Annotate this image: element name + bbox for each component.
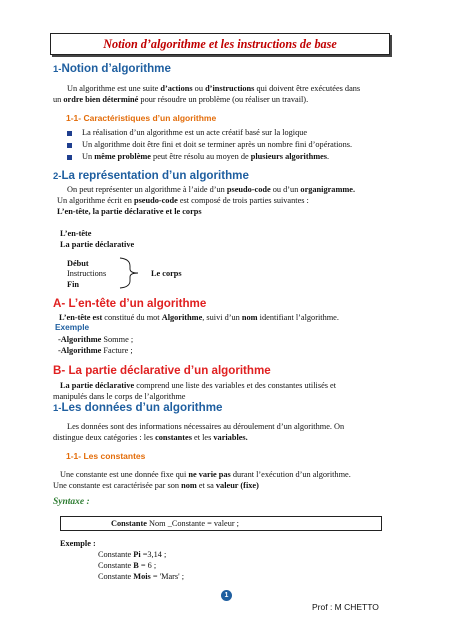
paragraph-parts: L’en-tête, la partie déclarative et le corps	[57, 207, 202, 216]
text: durant l’exécution d’un algorithme.	[230, 470, 351, 479]
bullet-icon	[67, 131, 72, 136]
text: .	[327, 152, 330, 161]
text-bold: Algorithme	[161, 313, 203, 322]
text-bold: d’instructions	[205, 84, 255, 93]
text-bold: -Algorithme	[58, 346, 102, 355]
text: Un algorithme écrit en	[57, 196, 134, 205]
section-heading-donnees	[53, 401, 223, 414]
text: et sa	[196, 481, 216, 490]
label-fin: Fin	[67, 280, 79, 289]
paragraph	[53, 480, 259, 492]
text: Un	[82, 152, 95, 161]
text-bold: pseudo-code	[226, 185, 271, 194]
text: et les	[191, 433, 214, 442]
label-corps: Le corps	[151, 269, 182, 278]
text-bold: nom	[241, 313, 258, 322]
text: =3,14 ;	[140, 550, 167, 559]
text-bold: nom	[181, 481, 197, 490]
text: Un algorithme est une suite	[67, 84, 161, 93]
text-bold: ne varie pas	[188, 470, 231, 479]
text-bold: B	[133, 561, 139, 570]
example-line	[98, 560, 156, 572]
example-line	[98, 549, 166, 561]
section-heading-text: Les données d’un algorithme	[61, 401, 223, 414]
text: = 'Mars' ;	[150, 572, 185, 581]
example-label: Exemple	[55, 322, 90, 332]
section-number: 1-	[53, 64, 62, 75]
text: Constante	[98, 550, 134, 559]
text-bold: d’actions	[160, 84, 193, 93]
text-bold: Constante	[111, 519, 147, 528]
text-bold: constantes	[155, 433, 192, 442]
text-bold: L’en-tête est	[59, 313, 103, 322]
text-bold: ordre bien déterminé	[63, 95, 139, 104]
text-bold: La partie déclarative	[60, 381, 135, 390]
text: pour résoudre un problème (ou réaliser un travail).	[138, 95, 309, 104]
text: peut être résolu au moyen de	[150, 152, 251, 161]
list-item: La réalisation d’un algorithme est un acte créatif basé sur la logique	[82, 128, 308, 137]
label-instructions: Instructions	[67, 269, 107, 278]
text: = 6 ;	[138, 561, 157, 570]
section-heading-entete: A- L’en-tête d’un algorithme	[53, 297, 207, 310]
list-item: Un algorithme doit être fini et doit se terminer après un nombre fini d’opérations.	[82, 140, 353, 149]
document-title	[50, 33, 390, 55]
page-number: 1	[224, 592, 229, 599]
paragraph	[57, 195, 309, 207]
bullet-icon	[67, 155, 72, 160]
label-declarative: La partie déclarative	[60, 240, 135, 249]
text: identifiant l’algorithme.	[257, 313, 339, 322]
text: un	[53, 95, 64, 104]
text: ou d’un	[270, 185, 301, 194]
text: Facture ;	[101, 346, 133, 355]
section-heading-notion	[53, 62, 171, 75]
text: Constante	[98, 561, 134, 570]
paragraph	[67, 83, 360, 95]
section-heading-declarative: B- La partie déclarative d’un algorithme	[53, 364, 271, 377]
paragraph	[67, 184, 355, 196]
paragraph	[60, 380, 336, 392]
section-heading-text: La représentation d’un algorithme	[61, 169, 249, 182]
text: constitué du mot	[102, 313, 162, 322]
text-bold: pseudo-code	[133, 196, 178, 205]
text-bold: -Algorithme	[58, 335, 102, 344]
text: Somme ;	[101, 335, 134, 344]
text: Constante	[98, 572, 134, 581]
text-bold: même problème	[94, 152, 151, 161]
text-bold: variables.	[213, 433, 248, 442]
text-bold: Mois	[133, 572, 151, 581]
text-bold: plusieurs algorithmes	[250, 152, 328, 161]
subsection-heading: 1-1- Les constantes	[66, 451, 146, 461]
footer-author: Prof : M CHETTO	[312, 602, 379, 612]
section-heading-representation	[53, 169, 249, 182]
paragraph	[53, 432, 248, 444]
paragraph: Les données sont des informations nécessaires au déroulement d’un algorithme. On	[67, 422, 345, 431]
text: ou	[192, 84, 206, 93]
text: , suivi d’un	[202, 313, 242, 322]
bullet-icon	[67, 143, 72, 148]
text: distingue deux catégories : les	[53, 433, 156, 442]
label-debut: Début	[67, 259, 89, 268]
title-text: Notion d’algorithme et les instructions de base	[103, 36, 337, 51]
section-number: 1-	[53, 403, 62, 414]
text-bold: Pi	[133, 550, 141, 559]
label-entete: L’en-tête	[60, 229, 92, 238]
text: Une constante est caractérisée par son	[53, 481, 182, 490]
text: On peut représenter un algorithme à l’aide d’un	[67, 185, 227, 194]
section-heading-text: Notion d’algorithme	[61, 62, 171, 75]
text: Une constante est une donnée fixe qui	[60, 470, 189, 479]
section-number: 2-	[53, 171, 62, 182]
paragraph	[59, 312, 339, 324]
text: Nom _Constante = valeur ;	[146, 519, 239, 528]
text-bold: valeur (fixe)	[215, 481, 259, 490]
text: qui doivent être exécutées dans	[254, 84, 361, 93]
example-line	[98, 571, 184, 583]
example-line	[58, 345, 133, 357]
paragraph: manipulés dans le corps de l’algorithme	[53, 392, 186, 401]
paragraph	[60, 469, 351, 481]
text: est composé de trois parties suivantes :	[177, 196, 309, 205]
example-label: Exemple :	[60, 539, 96, 548]
syntax-box	[60, 516, 382, 531]
paragraph	[53, 94, 308, 106]
text: comprend une liste des variables et des constantes utilisés et	[134, 381, 337, 390]
example-line	[58, 334, 133, 346]
brace-icon	[118, 257, 140, 289]
list-item	[82, 151, 329, 163]
subsection-heading: 1-1- Caractéristiques d’un algorithme	[66, 113, 217, 123]
text-bold: organigramme.	[300, 185, 356, 194]
syntax-label: Syntaxe :	[53, 497, 90, 507]
page-number-badge	[221, 590, 232, 601]
